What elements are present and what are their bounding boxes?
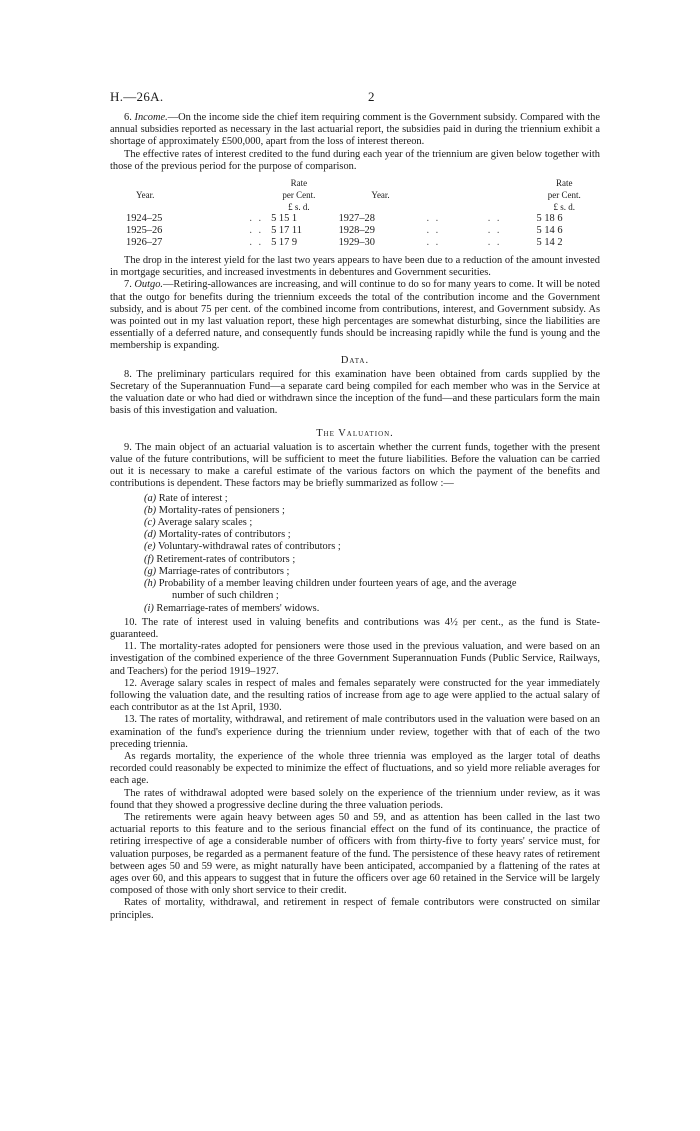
- paragraph-6-interest-drop: The drop in the interest yield for the last two years appears to have been due to a reduction of the amount invested in mortgage securities, and increased investments in debentures and Government securities.: [110, 255, 600, 279]
- paragraph-13-female-rates: Rates of mortality, withdrawal, and retirement in respect of female contributors were constructed on similar principles.: [110, 897, 600, 921]
- factors-list: [144, 493, 600, 615]
- list-item: (g) Marriage-rates of contributors ;: [144, 565, 290, 577]
- paragraph-10: 10. The rate of interest used in valuing benefits and contributions was 4½ per cent., as the fund is State-guaranteed.: [110, 616, 600, 640]
- heading-the-valuation: The Valuation.: [316, 427, 394, 439]
- paragraph-6-rates-intro: The effective rates of interest credited to the fund during each year of the triennium are given below together with those of the previous period for the purpose of comparison.: [110, 148, 600, 172]
- list-item: (h) Probability of a member leaving children under fourteen years of age, and the average: [144, 578, 517, 590]
- paragraph-12: 12. Average salary scales in respect of males and females separately were constructed for the year immediately following the valuation date, and the resulting ratios of increase from age to age were applied to the actual salary of each contributor as at the 1st April, 1930.: [110, 677, 600, 714]
- paragraph-13: 13. The rates of mortality, withdrawal, and retirement of male contributors used in the valuation were based on an examination of the fund's experience during the triennium under review, together with that of each of the two preceding triennia.: [110, 714, 600, 750]
- list-item: (c) Average salary scales ;: [144, 517, 253, 529]
- table-row: 1926–27 . . 5 17 9 1929–30 . . . . 5 14 2: [126, 237, 563, 249]
- table-header-row: Rate Rate: [290, 178, 573, 189]
- heading-data: Data.: [340, 354, 370, 366]
- table-row: 1925–26 . . 5 17 11 1928–29 . . . . 5 14 6: [126, 225, 563, 237]
- document-reference: H.—26A.: [110, 89, 164, 104]
- list-item-continuation: number of such children ;: [172, 590, 279, 602]
- interest-rates-table: Rate Rate Year. per Cent. Year. per Cent. £ s. d. £ s. d. 1924–25 . . 5 15 1 1927–28 . . . . 5 18 6 1925–26 . . 5 17 11 1928–29 . . . . 5 14 6 1926–27 . . 5 17 9 1929–30 . . . . 5 14 2: [110, 177, 600, 249]
- list-item: (f) Retirement-rates of contributors ;: [144, 553, 296, 565]
- income-title: Income.: [134, 112, 168, 123]
- list-item: (b) Mortality-rates of pensioners ;: [144, 504, 285, 516]
- list-item: (e) Voluntary-withdrawal rates of contributors ;: [144, 541, 341, 553]
- year-header-right: Year.: [371, 190, 390, 201]
- paragraph-13-retirements: The retirements were again heavy between ages 50 and 59, and as attention has been called in the last two actuarial reports to this feature and to the serious financial effect on the fund of its continuance, the practice of retiring irrespective of age a considerable number of officers with from thirty-five to forty years' service must, for valuation purposes, be regarded as a permanent feature of the fund. The persistence of these heavy rates of retirement between ages 50 and 59 were, as might naturally have been anticipated, accompanied by a flattening of the rates at ages over 60, and this appears to suggest that in future the officers over age 60 retained in the Service will be largely composed of those with only short service to their credit.: [110, 811, 600, 897]
- paragraph-9: 9. The main object of an actuarial valuation is to ascertain whether the current funds, together with the present value of the future contributions, will be sufficient to meet the future liabilities. Before the valuation can be carried out it is necessary to make a careful estimate of the various factors on which the payment of the benefits and contributions is dependent. These factors may be briefly summarized as follow :—: [110, 441, 600, 490]
- body-text: [110, 112, 600, 922]
- list-item: (a) Rate of interest ;: [144, 492, 228, 504]
- list-item: (d) Mortality-rates of contributors ;: [144, 529, 291, 541]
- paragraph-6-income: 6. Income.—On the income side the chief item requiring comment is the Government subsidy. Compared with the annual subsidies reported as necessary in the last actuarial report, the subsidies paid in during the triennium exhibit a shortage of approximately £500,000, apart from the loss of interest thereon.: [110, 112, 600, 148]
- paragraph-13-mortality: As regards mortality, the experience of the whole three triennia was employed as the larger total of deaths recorded could reasonably be expected to minimize the effect of fluctuations, and so yield more reliable averages for each age.: [110, 750, 600, 787]
- table-row: 1924–25 . . 5 15 1 1927–28 . . . . 5 18 6: [126, 213, 563, 225]
- outgo-title: Outgo.: [134, 279, 163, 291]
- year-header-left: Year.: [136, 190, 155, 201]
- paragraph-8: 8. The preliminary particulars required for this examination have been obtained from cards supplied by the Secretary of the Superannuation Fund—a separate card being compiled for each member who was in the Service at the valuation date or who had died or withdrawn since the inception of the fund—and these particulars form the main basis of this investigation and valuation.: [110, 368, 600, 417]
- list-item: (i) Remarriage-rates of members' widows.: [144, 602, 320, 614]
- paragraph-11: 11. The mortality-rates adopted for pensioners were those used in the previous valuation, and were based on an investigation of the combined experience of the three Government Superannuation Funds (Public Service, Railways, and Teachers) for the period 1919–1927.: [110, 641, 600, 677]
- page-number: 2: [368, 89, 375, 104]
- paragraph-13-withdrawal: The rates of withdrawal adopted were based solely on the experience of the triennium under review, as it was found that they showed a progressive decline during the three valuation periods.: [110, 787, 600, 811]
- paragraph-7-outgo: 7. Outgo.—Retiring-allowances are increasing, and will continue to do so for many years to come. It will be noted that the outgo for benefits during the triennium exceeds the total of the contribution income and the Government subsidy, and is about 75 per cent. of the combined income from contributions, interest, and Government subsidy. As was pointed out in my last valuation report, these high percentages are somewhat disturbing, since the liabilities are essentially of a deferred nature, and consequently funds should be increasing rapidly while the fund is young and the membership is expanding.: [110, 279, 600, 352]
